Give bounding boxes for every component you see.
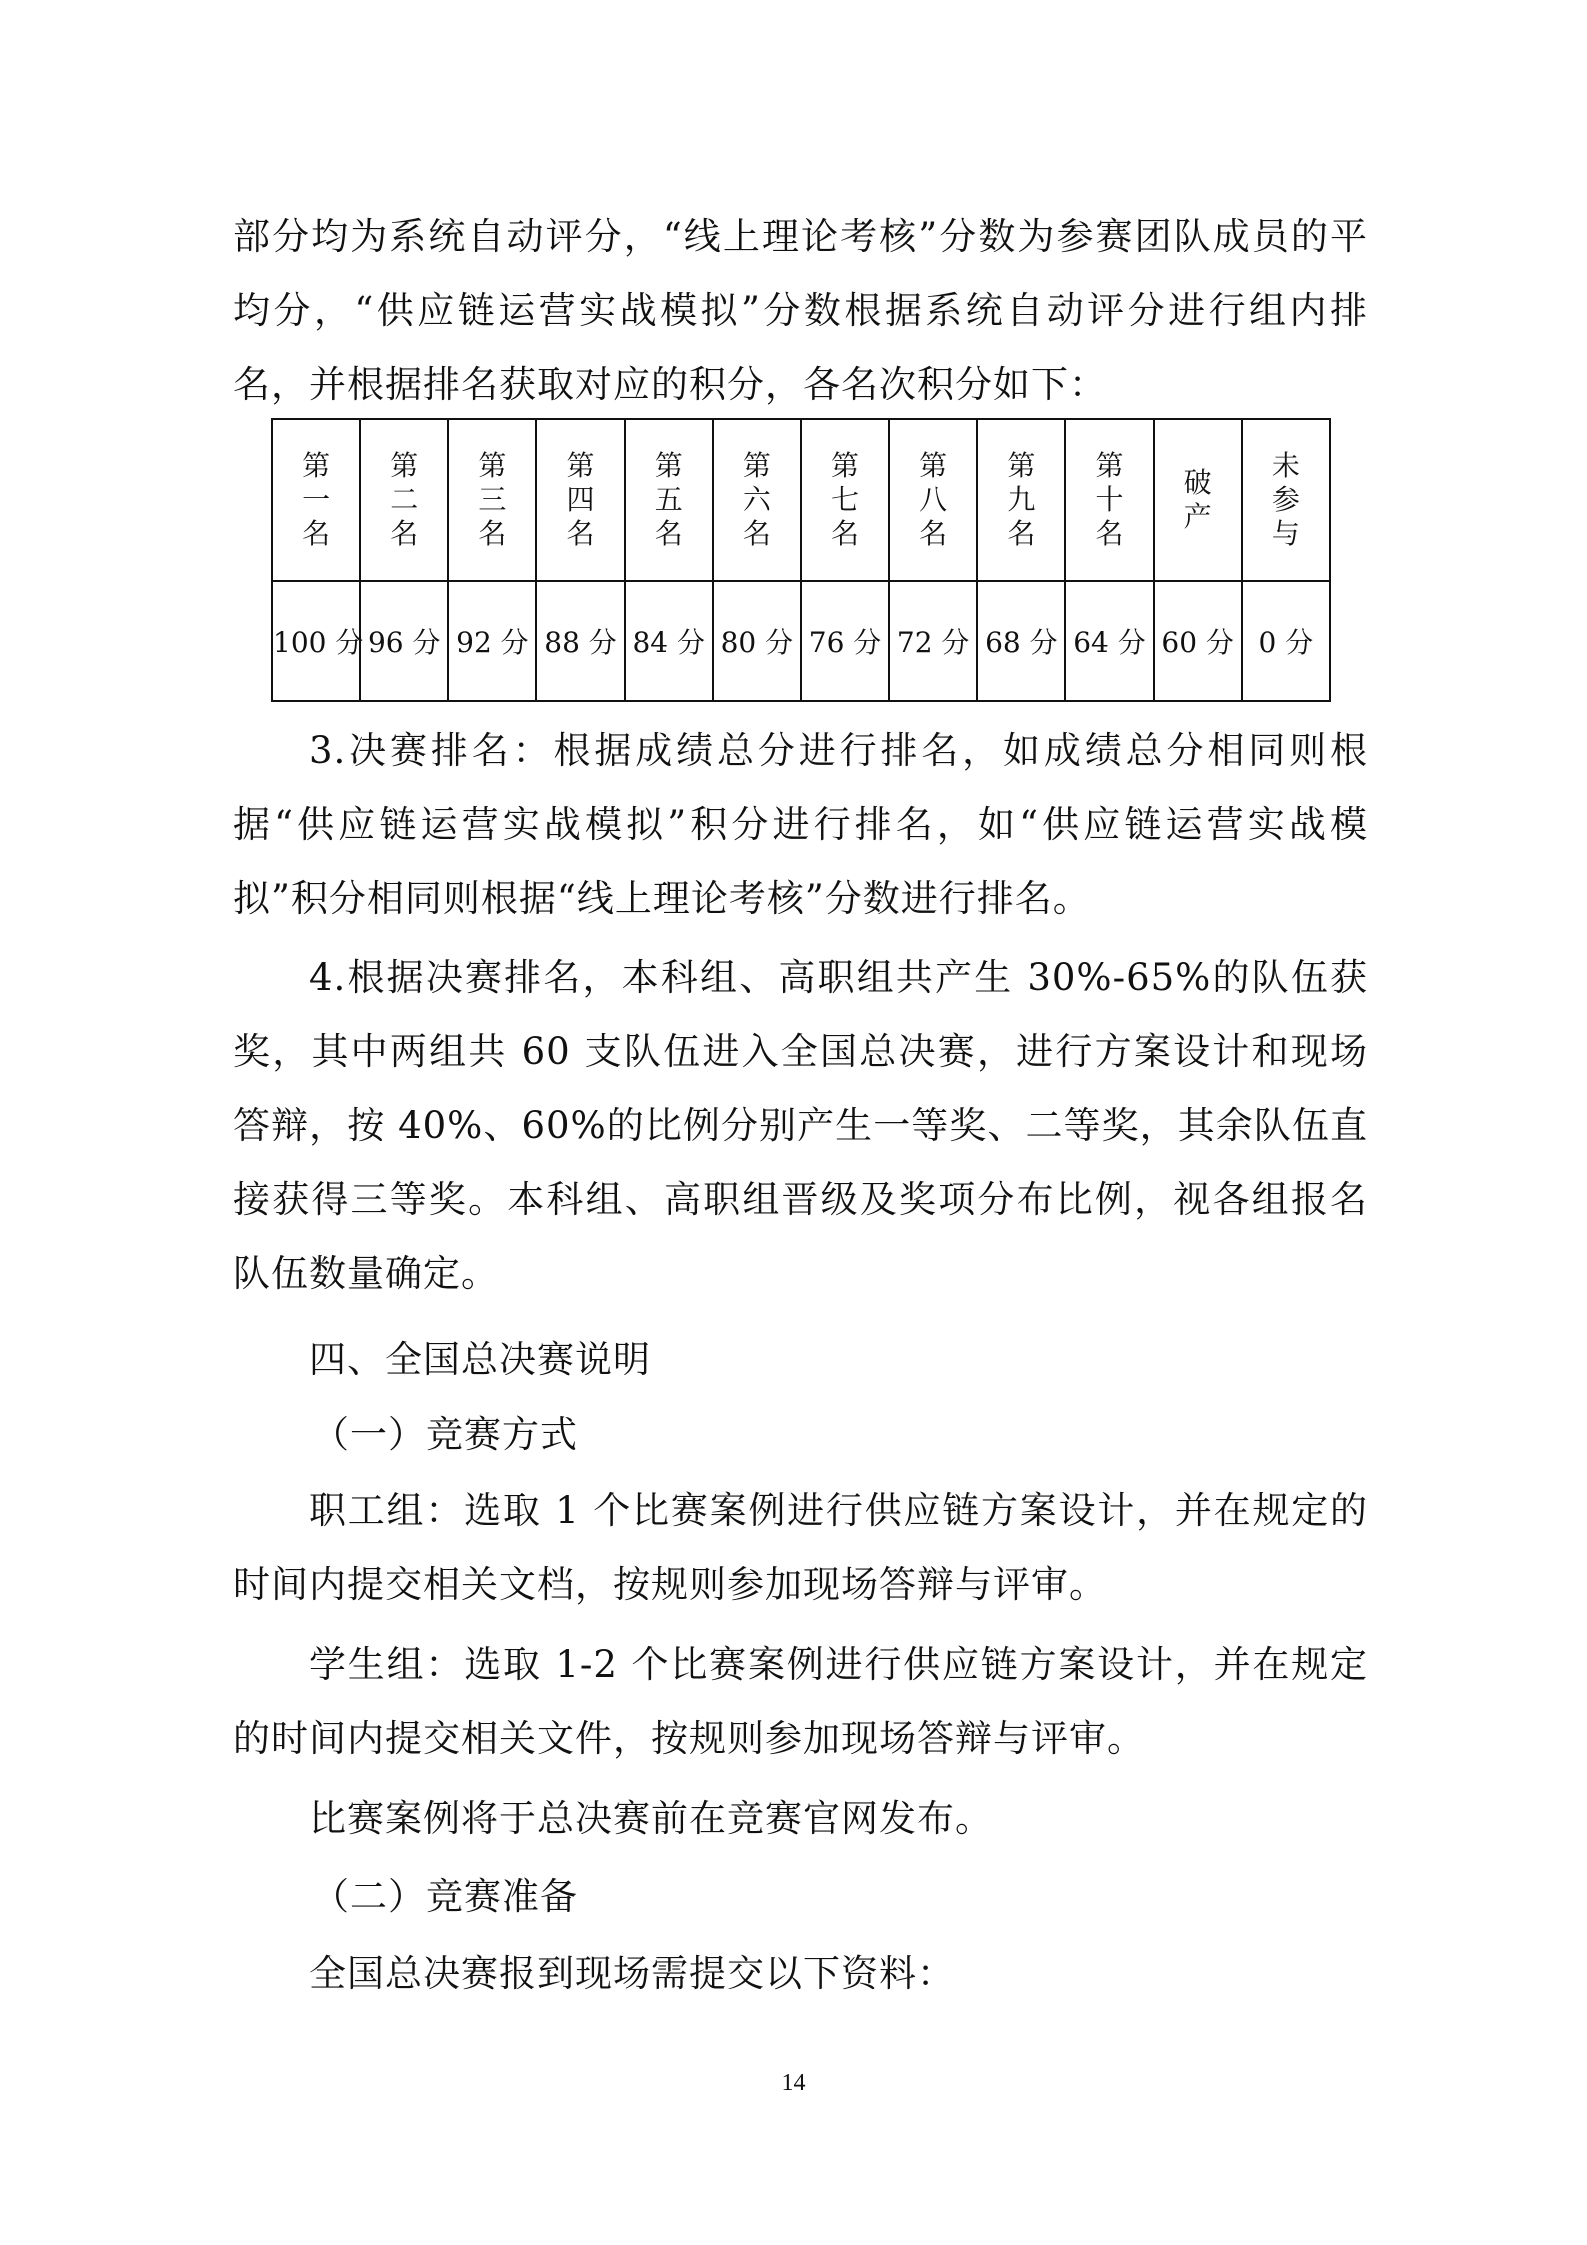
table-row-points [272, 581, 1330, 701]
paragraph-staff-group: 职工组：选取 1 个比赛案例进行供应链方案设计，并在规定的时间内提交相关文档，按规则参加现场答辩与评审。 [233, 1489, 1368, 1606]
points-cell: 92 分 [448, 581, 536, 701]
paragraph-awards: 4.根据决赛排名，本科组、高职组共产生 30%-65%的队伍获奖，其中两组共 60 支队伍进入全国总决赛，进行方案设计和现场答辩，按 40%、60%的比例分别产生一等奖、二等奖，其余队伍直接获得三等奖。本科组、高职组晋级及奖项分布比例，视各组报名队伍数量确定。 [233, 956, 1368, 1295]
rank-cell: 破产 [1154, 419, 1242, 581]
points-cell: 68 分 [977, 581, 1065, 701]
rank-cell: 第四名 [536, 419, 624, 581]
points-cell: 84 分 [625, 581, 713, 701]
points-cell: 88 分 [536, 581, 624, 701]
points-cell: 60 分 [1154, 581, 1242, 701]
points-cell: 72 分 [889, 581, 977, 701]
table-row-ranks [272, 419, 1330, 581]
rank-cell: 第八名 [889, 419, 977, 581]
rank-cell: 第六名 [713, 419, 801, 581]
paragraph-case-release: 比赛案例将于总决赛前在竞赛官网发布。 [309, 1797, 993, 1840]
rank-cell: 第五名 [625, 419, 713, 581]
rank-cell: 第九名 [977, 419, 1065, 581]
rank-cell: 第七名 [801, 419, 889, 581]
rank-cell: 未参与 [1242, 419, 1330, 581]
rank-cell: 第三名 [448, 419, 536, 581]
points-cell: 100 分 [272, 581, 360, 701]
section-heading-national-final: 四、全国总决赛说明 [309, 1338, 651, 1381]
rank-cell: 第一名 [272, 419, 360, 581]
page-number: 14 [781, 2070, 806, 2096]
rank-cell: 第十名 [1065, 419, 1153, 581]
points-cell: 76 分 [801, 581, 889, 701]
points-cell: 64 分 [1065, 581, 1153, 701]
paragraph-scoring-intro: 部分均为系统自动评分，“线上理论考核”分数为参赛团队成员的平均分，“供应链运营实战模拟”分数根据系统自动评分进行组内排名，并根据排名获取对应的积分，各名次积分如下： [233, 215, 1368, 406]
points-cell: 0 分 [1242, 581, 1330, 701]
points-cell: 96 分 [360, 581, 448, 701]
rank-points-table [271, 418, 1331, 702]
paragraph-preparation-intro: 全国总决赛报到现场需提交以下资料： [309, 1952, 955, 1995]
paragraph-student-group: 学生组：选取 1-2 个比赛案例进行供应链方案设计，并在规定的时间内提交相关文件，按规则参加现场答辩与评审。 [233, 1643, 1368, 1760]
paragraph-final-ranking: 3.决赛排名：根据成绩总分进行排名，如成绩总分相同则根据“供应链运营实战模拟”积分进行排名，如“供应链运营实战模拟”积分相同则根据“线上理论考核”分数进行排名。 [233, 729, 1368, 920]
points-cell: 80 分 [713, 581, 801, 701]
subheading-competition-format: （一）竞赛方式 [312, 1413, 578, 1456]
rank-cell: 第二名 [360, 419, 448, 581]
subheading-competition-preparation: （二）竞赛准备 [312, 1875, 578, 1918]
